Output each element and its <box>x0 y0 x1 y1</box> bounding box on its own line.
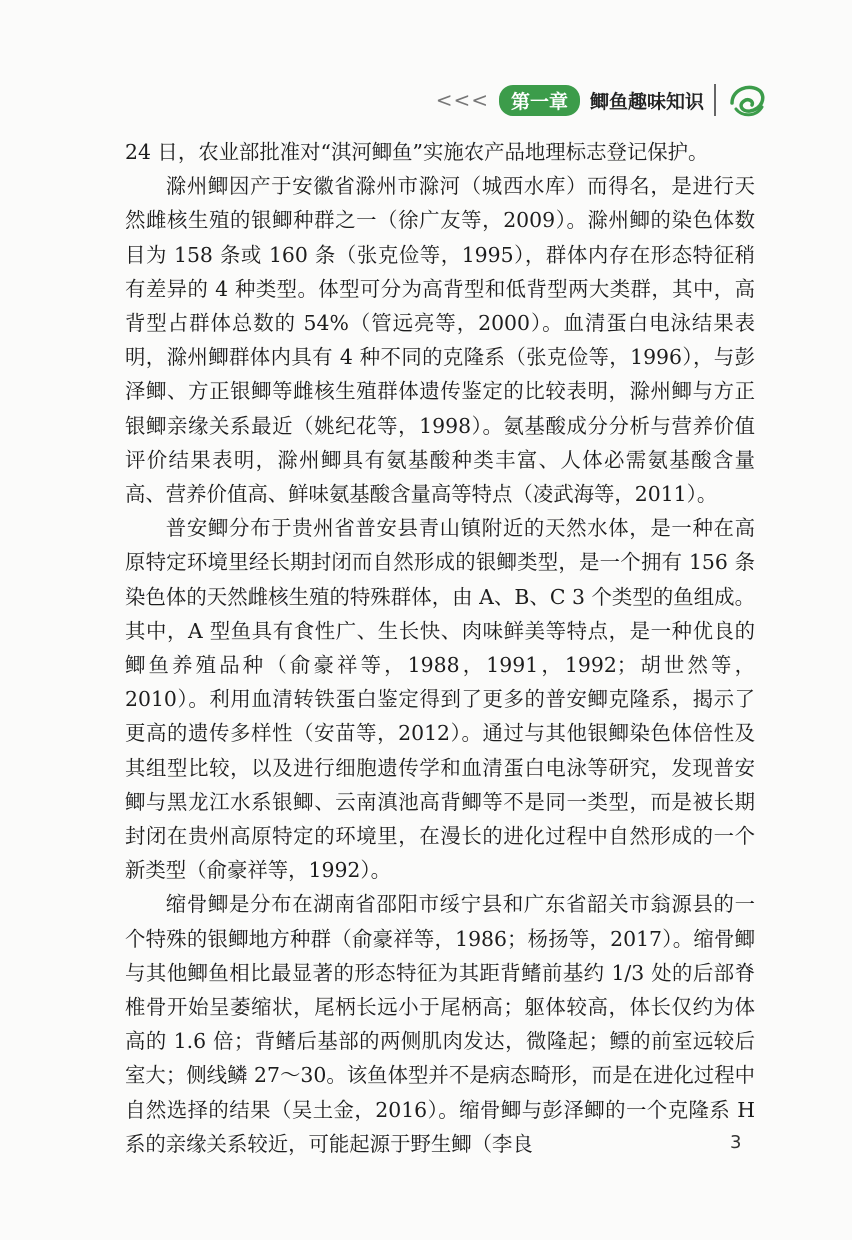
running-header <box>436 80 768 120</box>
page-number: 3 <box>730 1132 742 1153</box>
chapter-badge: 第一章 <box>499 85 580 116</box>
paragraph: 普安鲫分布于贵州省普安县青山镇附近的天然水体，是一种在高原特定环境里经长期封闭而自然形成的银鲫类型，是一个拥有 156 条染色体的天然雌核生殖的特殊群体，由 A、B、C 3 个类型的鱼组成。其中，A 型鱼具有食性广、生长快、肉味鲜美等特点，是一种优良的鲫鱼养殖品种（俞豪祥等，1988，1991，1992；胡世然等，2010）。利用血清转铁蛋白鉴定得到了更多的普安鲫克隆系，揭示了更高的遗传多样性（安苗等，2012）。通过与其他银鲫染色体倍性及其组型比较，以及进行细胞遗传学和血清蛋白电泳等研究，发现普安鲫与黑龙江水系银鲫、云南滇池高背鲫等不是同一类型，而是被长期封闭在贵州高原特定的环境里，在漫长的进化过程中自然形成的一个新类型（俞豪祥等，1992）。 <box>125 516 755 883</box>
paragraph: 缩骨鲫是分布在湖南省邵阳市绥宁县和广东省韶关市翁源县的一个特殊的银鲫地方种群（俞豪祥等，1986；杨扬等，2017）。缩骨鲫与其他鲫鱼相比最显著的形态特征为其距背鳍前基约 1/3 处的后部脊椎骨开始呈萎缩状，尾柄长远小于尾柄高；躯体较高，体长仅约为体高的 1.6 倍；背鳍后基部的两侧肌肉发达，微隆起；鳔的前室远较后室大；侧线鳞 27～30。该鱼体型并不是病态畸形，而是在进化过程中自然选择的结果（吴土金，2016）。缩骨鲫与彭泽鲫的一个克隆系 H 系的亲缘关系较近，可能起源于野生鲫（李良 <box>125 892 755 1156</box>
swirl-logo-icon <box>726 79 768 121</box>
body-text <box>125 135 755 1161</box>
paragraph: 滁州鲫因产于安徽省滁州市滁河（城西水库）而得名，是进行天然雌核生殖的银鲫种群之一（徐广友等，2009）。滁州鲫的染色体数目为 158 条或 160 条（张克俭等，1995），群体内存在形态特征稍有差异的 4 种类型。体型可分为高背型和低背型两大类群，其中，高背型占群体总数的 54%（管远亮等，2000）。血清蛋白电泳结果表明，滁州鲫群体内具有 4 种不同的克隆系（张克俭等，1996），与彭泽鲫、方正银鲫等雌核生殖群体遗传鉴定的比较表明，滁州鲫与方正银鲫亲缘关系最近（姚纪花等，1998）。氨基酸成分分析与营养价值评价结果表明，滁州鲫具有氨基酸种类丰富、人体必需氨基酸含量高、营养价值高、鲜味氨基酸含量高等特点（凌武海等，2011）。 <box>125 174 755 507</box>
chevron-icon: <<< <box>435 88 489 112</box>
chapter-title: 鲫鱼趣味知识 <box>589 90 704 113</box>
header-divider <box>714 84 716 116</box>
paragraph: 24 日，农业部批准对“淇河鲫鱼”实施农产品地理标志登记保护。 <box>125 140 709 164</box>
